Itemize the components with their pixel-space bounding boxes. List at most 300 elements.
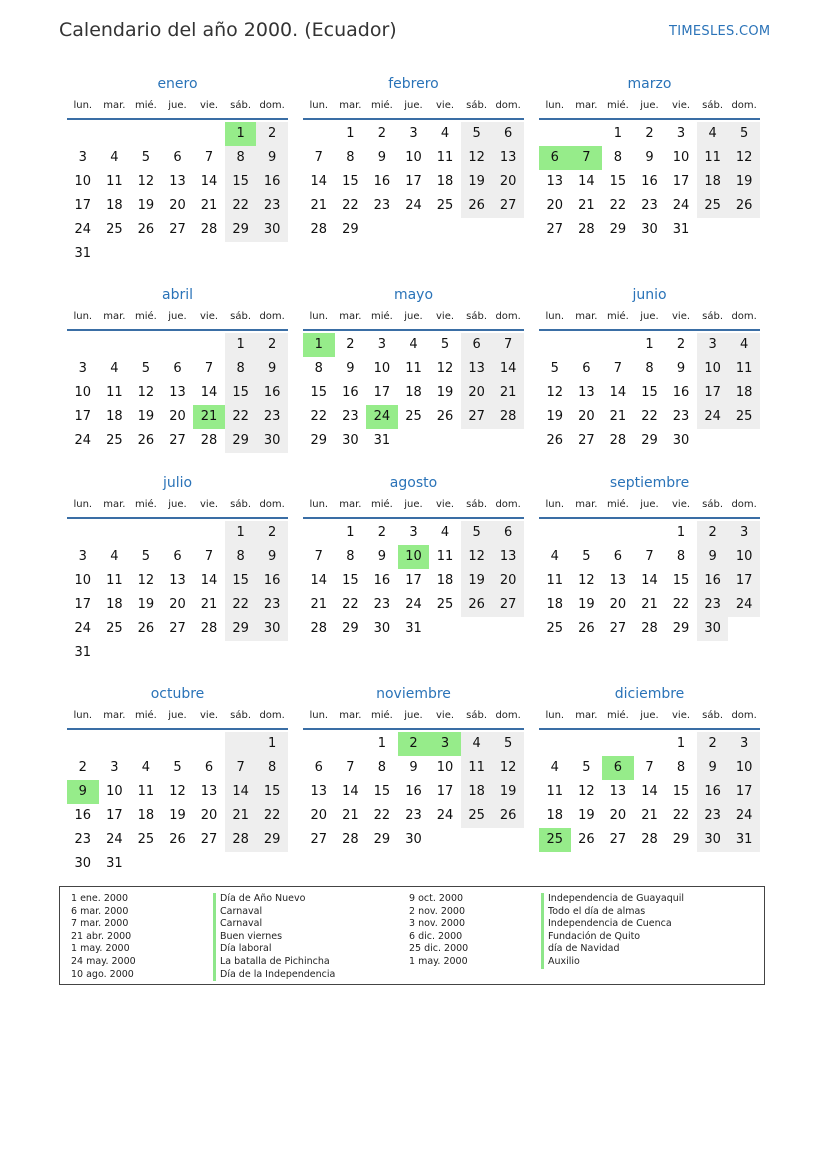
weekday-label: jue. [640,100,659,111]
day-cell: 17 [405,573,422,588]
day-cell: 3 [78,150,87,165]
weekday-label: vie. [436,499,455,510]
day-cell: 2 [346,337,355,352]
day-cell: 2 [697,521,729,545]
day-cell: 8 [314,361,323,376]
holiday-name: Independencia de Guayaquil [541,893,684,906]
week-row [67,756,288,780]
empty-day-cell [67,333,99,357]
day-cell: 31 [405,621,422,636]
week-row [539,218,760,242]
day-cell: 19 [169,808,186,823]
week-row [303,521,524,545]
day-cell: 21 [193,405,225,429]
day-cell: 1 [303,333,335,357]
empty-day-cell [99,242,131,266]
day-cell: 20 [169,198,186,213]
day-cell: 16 [256,569,288,593]
day-cell: 12 [461,545,493,569]
day-cell: 26 [169,832,186,847]
day-cell: 16 [641,174,658,189]
day-cell: 17 [728,780,760,804]
empty-day-cell [193,242,225,266]
holiday-date: 2 nov. 2000 [409,905,465,917]
day-cell: 21 [609,409,627,424]
day-cell: 4 [440,126,450,141]
month-octubre [67,682,288,876]
weekday-header [303,307,524,331]
month-junio [539,283,760,453]
day-cell: 6 [204,760,214,775]
week-row [539,617,760,641]
day-cell: 1 [225,333,257,357]
day-cell: 18 [106,409,123,424]
day-cell: 14 [342,784,359,799]
day-cell: 8 [225,357,257,381]
day-cell: 1 [645,337,654,352]
empty-day-cell [602,732,634,756]
day-cell: 20 [609,597,627,612]
day-cell: 9 [409,760,418,775]
day-cell: 27 [169,222,186,237]
week-row [539,569,760,593]
holiday-date: 1 may. 2000 [409,955,468,967]
day-cell: 24 [74,621,92,636]
day-cell: 27 [578,433,595,448]
weekday-label: dom. [259,499,285,510]
weekday-label: mié. [370,100,393,111]
day-cell: 5 [440,337,450,352]
week-row [303,804,524,828]
month-title: abril [161,287,193,303]
day-cell: 2 [256,122,288,146]
empty-day-cell [130,641,162,665]
day-cell: 7 [204,361,214,376]
weekday-label: vie. [436,311,455,322]
page-title: Calendario del año 2000. (Ecuador) [59,19,397,41]
day-cell: 7 [492,333,524,357]
day-cell: 25 [405,409,422,424]
empty-day-cell [225,732,257,756]
empty-day-cell [602,521,634,545]
week-row [539,429,760,453]
weekday-label: lun. [309,710,329,721]
day-cell: 3 [409,525,418,540]
day-cell: 29 [672,621,690,636]
day-cell: 12 [461,146,493,170]
week-row [67,357,288,381]
empty-day-cell [366,218,398,242]
day-cell: 15 [342,174,359,189]
day-cell: 4 [461,732,493,756]
empty-day-cell [634,732,666,756]
empty-day-cell [728,429,760,453]
week-row [539,357,760,381]
weekday-label: lun. [309,499,329,510]
weekday-header [67,96,288,120]
day-cell: 22 [672,808,690,823]
day-cell: 24 [436,808,454,823]
day-cell: 22 [225,593,257,617]
day-cell: 22 [342,597,359,612]
empty-day-cell [225,852,257,876]
weekday-label: jue. [404,311,423,322]
day-cell: 26 [137,621,155,636]
week-row [303,146,524,170]
week-row [303,756,524,780]
empty-day-cell [429,218,461,242]
day-cell: 17 [728,569,760,593]
weekday-label: sáb. [702,499,724,510]
day-cell: 9 [67,780,99,804]
day-cell: 7 [346,760,355,775]
weekday-label: sáb. [702,710,724,721]
weekday-label: mar. [103,499,126,510]
day-cell: 4 [110,361,119,376]
day-cell: 12 [728,146,760,170]
weekday-label: mié. [134,311,157,322]
day-cell: 3 [377,337,387,352]
empty-day-cell [99,732,131,756]
day-cell: 20 [492,170,524,194]
day-cell: 29 [225,429,257,453]
day-cell: 17 [106,808,123,823]
day-cell: 18 [697,170,729,194]
weekday-label: lun. [545,499,565,510]
empty-day-cell [398,429,430,453]
day-cell: 6 [582,361,591,376]
week-row [67,545,288,569]
empty-day-cell [539,333,571,357]
day-cell: 17 [74,198,92,213]
holiday-date: 7 mar. 2000 [71,918,129,930]
day-cell: 19 [137,198,155,213]
week-row [303,545,524,569]
day-cell: 10 [373,361,391,376]
weekday-label: sáb. [466,311,488,322]
empty-day-cell [130,333,162,357]
empty-day-cell [634,521,666,545]
day-cell: 10 [672,150,690,165]
day-cell: 22 [225,194,257,218]
weekday-header [303,495,524,519]
week-row [303,429,524,453]
empty-day-cell [99,521,131,545]
day-cell: 26 [728,194,760,218]
day-cell: 24 [405,597,422,612]
empty-day-cell [162,852,194,876]
weekday-label: vie. [200,499,219,510]
day-cell: 18 [546,597,564,612]
day-cell: 7 [225,756,257,780]
day-cell: 27 [492,194,524,218]
weekday-label: dom. [731,100,757,111]
day-cell: 15 [672,573,690,588]
day-cell: 23 [672,409,690,424]
day-cell: 5 [141,549,151,564]
empty-day-cell [571,732,603,756]
day-cell: 1 [256,732,288,756]
day-cell: 3 [697,333,729,357]
day-cell: 15 [672,784,690,799]
week-row [303,333,524,357]
day-cell: 23 [373,597,391,612]
weekday-label: vie. [200,100,219,111]
weekday-label: lun. [545,100,565,111]
holiday-name: Día de Año Nuevo [213,893,335,906]
day-cell: 18 [436,573,454,588]
legend-dates-left [71,893,136,981]
month-mayo [303,283,524,453]
empty-day-cell [99,122,131,146]
weekday-label: mar. [339,710,362,721]
day-cell: 4 [550,549,559,564]
weekday-label: dom. [731,710,757,721]
day-cell: 23 [256,194,288,218]
day-cell: 1 [377,736,387,751]
weekday-label: mié. [606,499,629,510]
week-row [67,429,288,453]
day-cell: 31 [74,645,92,660]
day-cell: 25 [436,198,454,213]
weekday-label: mar. [575,710,598,721]
day-cell: 13 [578,385,595,400]
day-cell: 4 [141,760,151,775]
month-julio [67,471,288,665]
empty-day-cell [539,521,571,545]
day-cell: 27 [169,621,186,636]
empty-day-cell [429,617,461,641]
day-cell: 27 [310,832,328,847]
week-row [539,545,760,569]
empty-day-cell [193,122,225,146]
week-row [303,122,524,146]
day-cell: 10 [74,174,92,189]
week-row [67,194,288,218]
weekday-label: mar. [339,311,362,322]
day-cell: 8 [676,760,686,775]
day-cell: 22 [256,804,288,828]
day-cell: 6 [173,549,182,564]
day-cell: 19 [436,385,454,400]
day-cell: 30 [256,218,288,242]
day-cell: 10 [728,756,760,780]
empty-day-cell [539,122,571,146]
day-cell: 28 [492,405,524,429]
empty-day-cell [697,218,729,242]
day-cell: 21 [200,597,218,612]
day-cell: 16 [256,170,288,194]
week-row [303,381,524,405]
weekday-label: mié. [134,100,157,111]
weekday-label: jue. [168,710,187,721]
day-cell: 14 [200,174,218,189]
day-cell: 7 [613,361,623,376]
day-cell: 29 [342,222,359,237]
week-row [67,732,288,756]
day-cell: 18 [405,385,422,400]
weekday-label: sáb. [230,100,252,111]
day-cell: 3 [728,732,760,756]
day-cell: 1 [676,736,686,751]
empty-day-cell [256,852,288,876]
weekday-label: sáb. [466,499,488,510]
day-cell: 25 [106,433,123,448]
day-cell: 3 [409,126,418,141]
day-cell: 2 [377,126,387,141]
weekday-label: mié. [606,311,629,322]
day-cell: 19 [461,170,493,194]
week-row [303,732,524,756]
holiday-name: La batalla de Pichincha [213,956,335,969]
month-marzo [539,72,760,242]
brand-link[interactable]: TIMESLES.COM [669,24,771,39]
day-cell: 16 [672,385,690,400]
day-cell: 19 [578,597,595,612]
day-cell: 20 [492,569,524,593]
week-row [303,780,524,804]
day-cell: 29 [342,621,359,636]
month-diciembre [539,682,760,852]
day-cell: 8 [225,545,257,569]
day-cell: 21 [641,597,658,612]
day-cell: 2 [697,732,729,756]
day-cell: 9 [256,357,288,381]
day-cell: 11 [436,150,454,165]
day-cell: 30 [373,621,391,636]
day-cell: 18 [137,808,155,823]
empty-day-cell [461,828,493,852]
day-cell: 18 [728,381,760,405]
day-cell: 27 [461,405,493,429]
empty-day-cell [130,122,162,146]
day-cell: 3 [429,732,461,756]
week-row [67,381,288,405]
day-cell: 13 [200,784,218,799]
month-title: febrero [388,76,439,92]
day-cell: 25 [137,832,155,847]
empty-day-cell [162,242,194,266]
month-title: septiembre [609,475,690,491]
day-cell: 9 [697,545,729,569]
month-abril [67,283,288,453]
weekday-header [67,706,288,730]
day-cell: 8 [256,756,288,780]
day-cell: 21 [641,808,658,823]
weekday-label: mié. [370,499,393,510]
day-cell: 19 [546,409,564,424]
day-cell: 19 [578,808,595,823]
empty-day-cell [67,732,99,756]
day-cell: 20 [609,808,627,823]
day-cell: 7 [645,549,654,564]
day-cell: 23 [74,832,92,847]
day-cell: 19 [492,780,524,804]
day-cell: 16 [697,569,729,593]
day-cell: 24 [74,222,92,237]
day-cell: 9 [645,150,654,165]
weekday-label: vie. [672,710,691,721]
day-cell: 17 [74,409,92,424]
week-row [539,828,760,852]
day-cell: 11 [546,784,564,799]
holiday-name: Día de la Independencia [213,969,335,982]
day-cell: 22 [609,198,627,213]
week-row [67,593,288,617]
day-cell: 11 [728,357,760,381]
day-cell: 12 [137,573,155,588]
day-cell: 24 [106,832,123,847]
day-cell: 14 [492,357,524,381]
week-row [67,405,288,429]
day-cell: 28 [342,832,359,847]
weekday-header [303,96,524,120]
day-cell: 29 [310,433,328,448]
day-cell: 13 [609,784,627,799]
day-cell: 23 [697,593,729,617]
day-cell: 2 [256,333,288,357]
day-cell: 2 [256,521,288,545]
day-cell: 21 [342,808,359,823]
day-cell: 14 [310,573,328,588]
day-cell: 4 [697,122,729,146]
empty-day-cell [539,732,571,756]
week-row [303,405,524,429]
holiday-date: 6 dic. 2000 [409,930,463,942]
weekday-label: mar. [103,100,126,111]
day-cell: 14 [310,174,328,189]
weekday-label: vie. [672,311,691,322]
holiday-name: Buen viernes [213,931,335,944]
day-cell: 6 [173,150,182,165]
day-cell: 10 [74,573,92,588]
day-cell: 9 [256,146,288,170]
weekday-label: sáb. [702,100,724,111]
day-cell: 11 [461,756,493,780]
weekday-label: sáb. [466,710,488,721]
holiday-date: 24 may. 2000 [71,955,136,967]
week-row [303,617,524,641]
day-cell: 26 [546,433,564,448]
week-row [539,146,760,170]
weekday-label: lun. [73,710,93,721]
day-cell: 28 [225,828,257,852]
day-cell: 15 [373,784,391,799]
month-title: noviembre [376,686,451,702]
day-cell: 8 [346,549,355,564]
day-cell: 28 [200,222,218,237]
day-cell: 14 [641,784,658,799]
day-cell: 13 [609,573,627,588]
weekday-label: mié. [134,710,157,721]
holiday-date: 25 dic. 2000 [409,943,469,955]
day-cell: 22 [641,409,658,424]
day-cell: 12 [436,361,454,376]
day-cell: 6 [461,333,493,357]
day-cell: 21 [310,198,328,213]
week-row [67,333,288,357]
empty-day-cell [335,732,367,756]
day-cell: 27 [609,832,627,847]
empty-day-cell [492,429,524,453]
holiday-date: 10 ago. 2000 [71,968,134,980]
month-enero [67,72,288,266]
day-cell: 18 [461,780,493,804]
day-cell: 21 [578,198,595,213]
day-cell: 14 [641,573,658,588]
holiday-date: 9 oct. 2000 [409,893,464,904]
week-row [303,170,524,194]
